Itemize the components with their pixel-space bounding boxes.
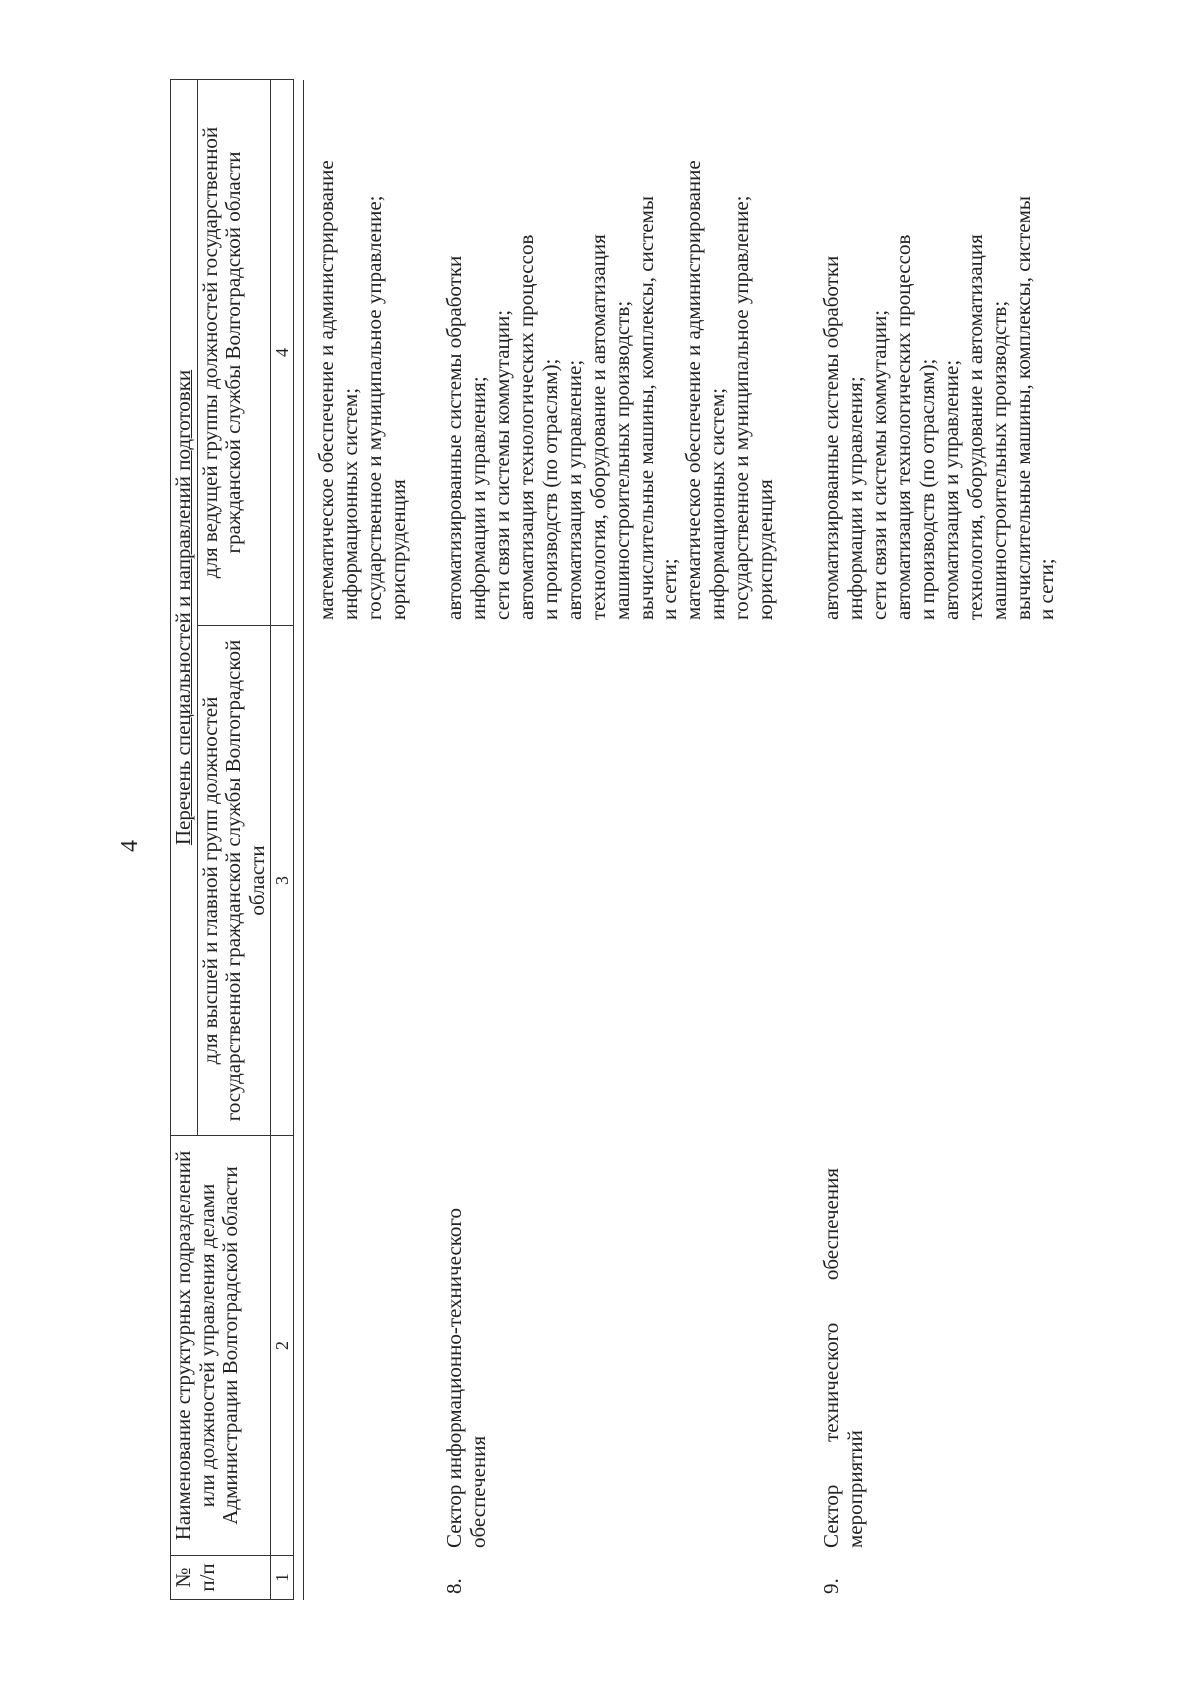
- row-number: 9.: [819, 1578, 843, 1594]
- specialty-line: сети связи и системы коммутации;: [866, 309, 891, 620]
- specialty-line: автоматизация технологических процессов: [890, 234, 915, 620]
- specialty-line: автоматизация технологических процессов: [513, 234, 538, 620]
- row-name-line: Сектор технического обеспечения: [819, 1168, 843, 1548]
- header-group: Перечень специальностей и направлений подготовки: [171, 80, 198, 1136]
- specialty-line: машиностроительных производств;: [986, 300, 1011, 620]
- specialty-line: математическое обеспечение и администрирование: [681, 160, 706, 620]
- table-header: [170, 79, 294, 1600]
- specialty-line: вычислительные машины, комплексы, системы: [1010, 195, 1035, 620]
- specialty-line: сети связи и системы коммутации;: [489, 309, 514, 620]
- specialty-line: информации и управления;: [842, 376, 867, 620]
- header-index: 3: [271, 626, 294, 1136]
- table-separator: [303, 80, 304, 1600]
- header-number: № п/п: [171, 1556, 271, 1600]
- specialty-list: [315, 80, 411, 620]
- specialty-line: машиностроительных производств;: [609, 300, 634, 620]
- header-index: 4: [271, 80, 294, 626]
- specialty-line: государственное и муниципальное управление;: [729, 195, 754, 620]
- row-name-line: Сектор информационно-технического: [442, 1208, 466, 1548]
- specialty-line: технология, оборудование и автоматизация: [962, 234, 987, 620]
- specialty-line: вычислительные машины, комплексы, системы: [633, 195, 658, 620]
- specialty-line: автоматизированные системы обработки: [819, 255, 843, 620]
- specialty-line: и производств (по отраслям);: [914, 358, 939, 620]
- header-index: 1: [271, 1556, 294, 1600]
- specialty-line: информации и управления;: [465, 376, 490, 620]
- specialty-list: [443, 80, 778, 620]
- header-index: 2: [271, 1136, 294, 1556]
- row-number: 8.: [442, 1578, 466, 1594]
- specialty-line: технология, оборудование и автоматизация: [585, 234, 610, 620]
- specialty-line: автоматизация и управление;: [938, 359, 963, 620]
- row-name: [443, 1168, 491, 1548]
- specialty-line: математическое обеспечение и администрирование: [314, 160, 338, 620]
- specialty-line: и сети;: [657, 558, 682, 620]
- specialty-line: юриспруденция: [753, 479, 778, 620]
- specialty-line: автоматизированные системы обработки: [442, 255, 466, 620]
- specialty-line: автоматизация и управление;: [561, 359, 586, 620]
- row-name-line: мероприятий: [842, 1430, 867, 1548]
- specialty-line: государственное и муниципальное управление;: [361, 195, 386, 620]
- row-name: [820, 1168, 868, 1548]
- header-name: Наименование структурных подразделений или должностей управления делами Администрации Волгоградской области: [171, 1136, 271, 1556]
- page-number: 4: [117, 840, 143, 852]
- specialty-line: информационных систем;: [705, 387, 730, 620]
- specialty-line: юриспруденция: [385, 479, 410, 620]
- row-name-line: обеспечения: [465, 1435, 490, 1548]
- specialty-line: и производств (по отраслям);: [537, 358, 562, 620]
- specialty-line: и сети;: [1034, 558, 1059, 620]
- landscape-content: [170, 80, 1100, 1600]
- header-leading-group: для ведущей группы должностей государственной гражданской службы Волгоградской области: [197, 80, 271, 626]
- specialty-list: [820, 80, 1059, 620]
- header-higher-groups: для высшей и главной групп должностей государственной гражданской службы Волгоградской области: [197, 626, 271, 1136]
- specialty-line: информационных систем;: [337, 387, 362, 620]
